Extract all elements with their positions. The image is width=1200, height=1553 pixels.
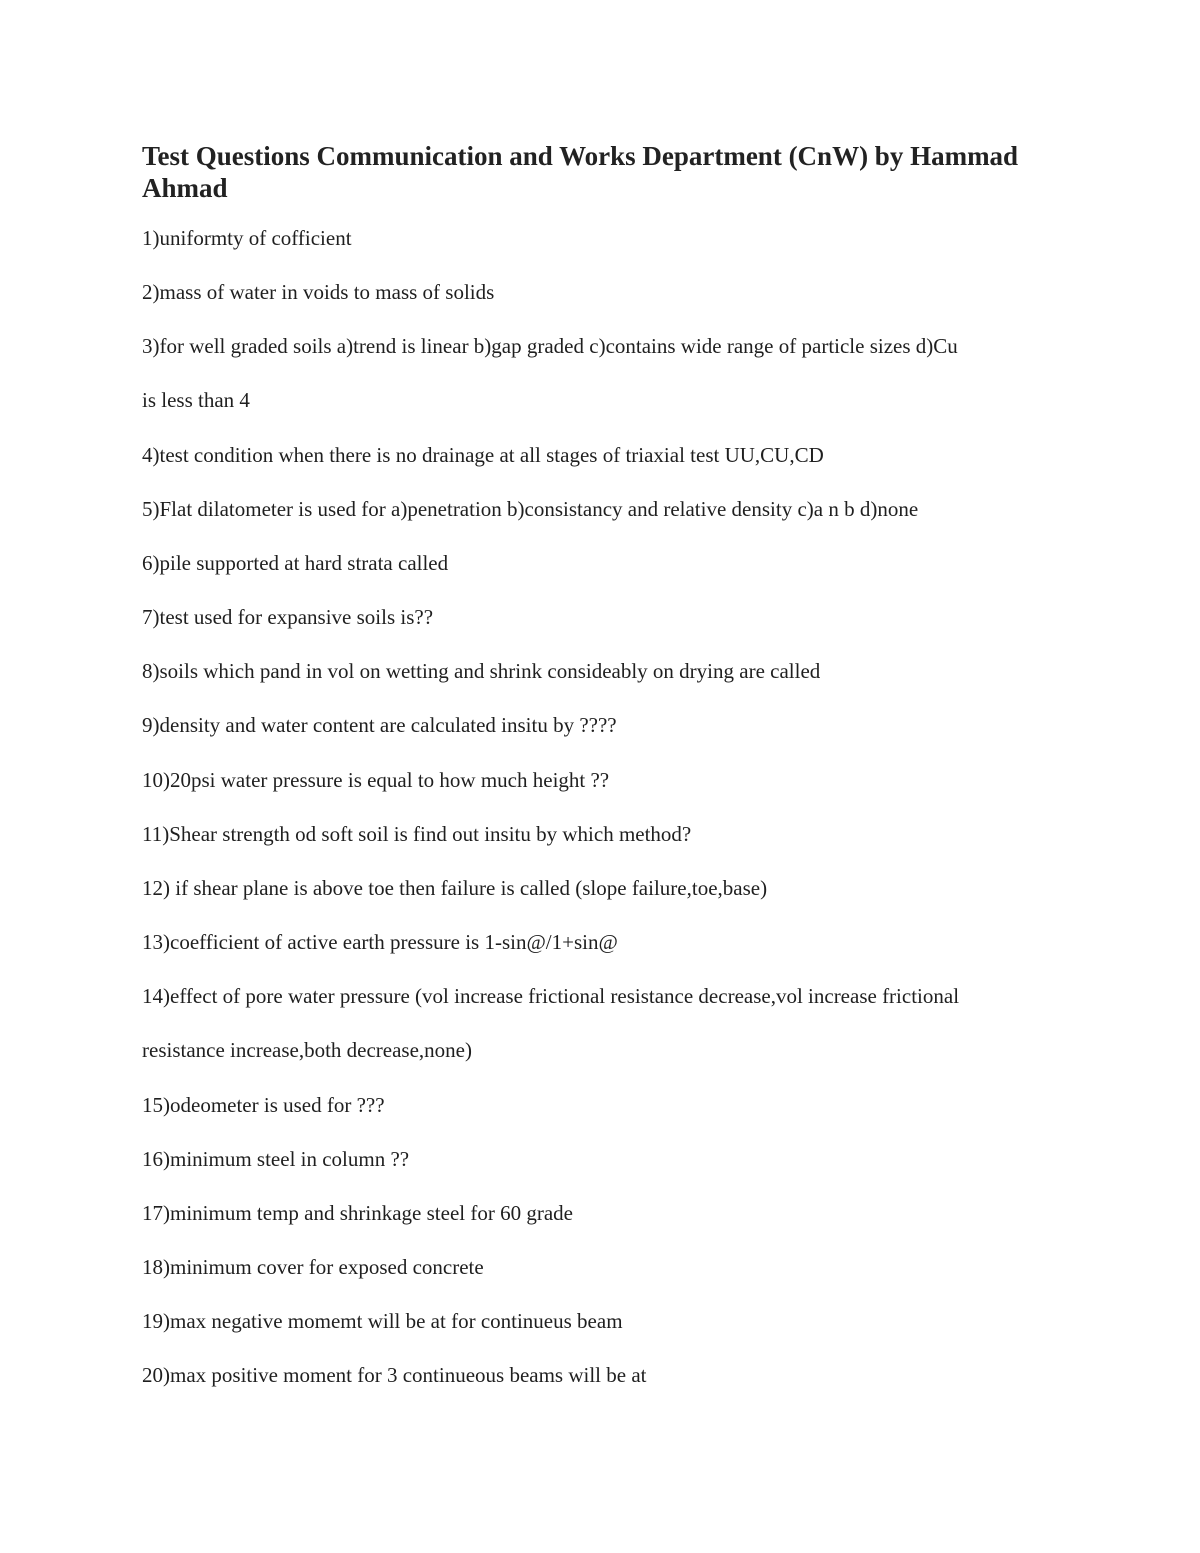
question-line-14: 14)effect of pore water pressure (vol increase frictional resistance decrease,vol increase frictional xyxy=(142,984,960,1008)
question-line-15: 15)odeometer is used for ??? xyxy=(142,1093,385,1117)
question-line-5: 5)Flat dilatometer is used for a)penetration b)consistancy and relative density c)a n b d)none xyxy=(142,497,919,521)
document-title: Test Questions Communication and Works Department (CnW) by Hammad Ahmad xyxy=(142,141,1019,203)
question-line-9: 9)density and water content are calculated insitu by ???? xyxy=(142,713,617,737)
question-line-3-continued: is less than 4 xyxy=(142,388,250,412)
question-line-1: 1)uniformty of cofficient xyxy=(142,226,352,250)
question-line-18: 18)minimum cover for exposed concrete xyxy=(142,1255,484,1279)
question-line-14-continued: resistance increase,both decrease,none) xyxy=(142,1038,472,1062)
question-line-20: 20)max positive moment for 3 continueous beams will be at xyxy=(142,1363,647,1387)
question-line-7: 7)test used for expansive soils is?? xyxy=(142,605,434,629)
question-line-8: 8)soils which pand in vol on wetting and shrink consideably on drying are called xyxy=(142,659,821,683)
question-line-12: 12) if shear plane is above toe then failure is called (slope failure,toe,base) xyxy=(142,876,768,900)
question-line-4: 4)test condition when there is no drainage at all stages of triaxial test UU,CU,CD xyxy=(142,443,824,467)
question-line-11: 11)Shear strength od soft soil is find out insitu by which method? xyxy=(142,822,692,846)
question-line-16: 16)minimum steel in column ?? xyxy=(142,1147,410,1171)
question-line-19: 19)max negative momemt will be at for continueus beam xyxy=(142,1309,623,1333)
question-line-6: 6)pile supported at hard strata called xyxy=(142,551,449,575)
question-line-17: 17)minimum temp and shrinkage steel for 60 grade xyxy=(142,1201,573,1225)
question-line-13: 13)coefficient of active earth pressure is 1-sin@/1+sin@ xyxy=(142,930,618,954)
question-line-3: 3)for well graded soils a)trend is linear b)gap graded c)contains wide range of particle sizes d)Cu xyxy=(142,334,958,358)
question-line-2: 2)mass of water in voids to mass of solids xyxy=(142,280,495,304)
question-line-10: 10)20psi water pressure is equal to how much height ?? xyxy=(142,768,610,792)
